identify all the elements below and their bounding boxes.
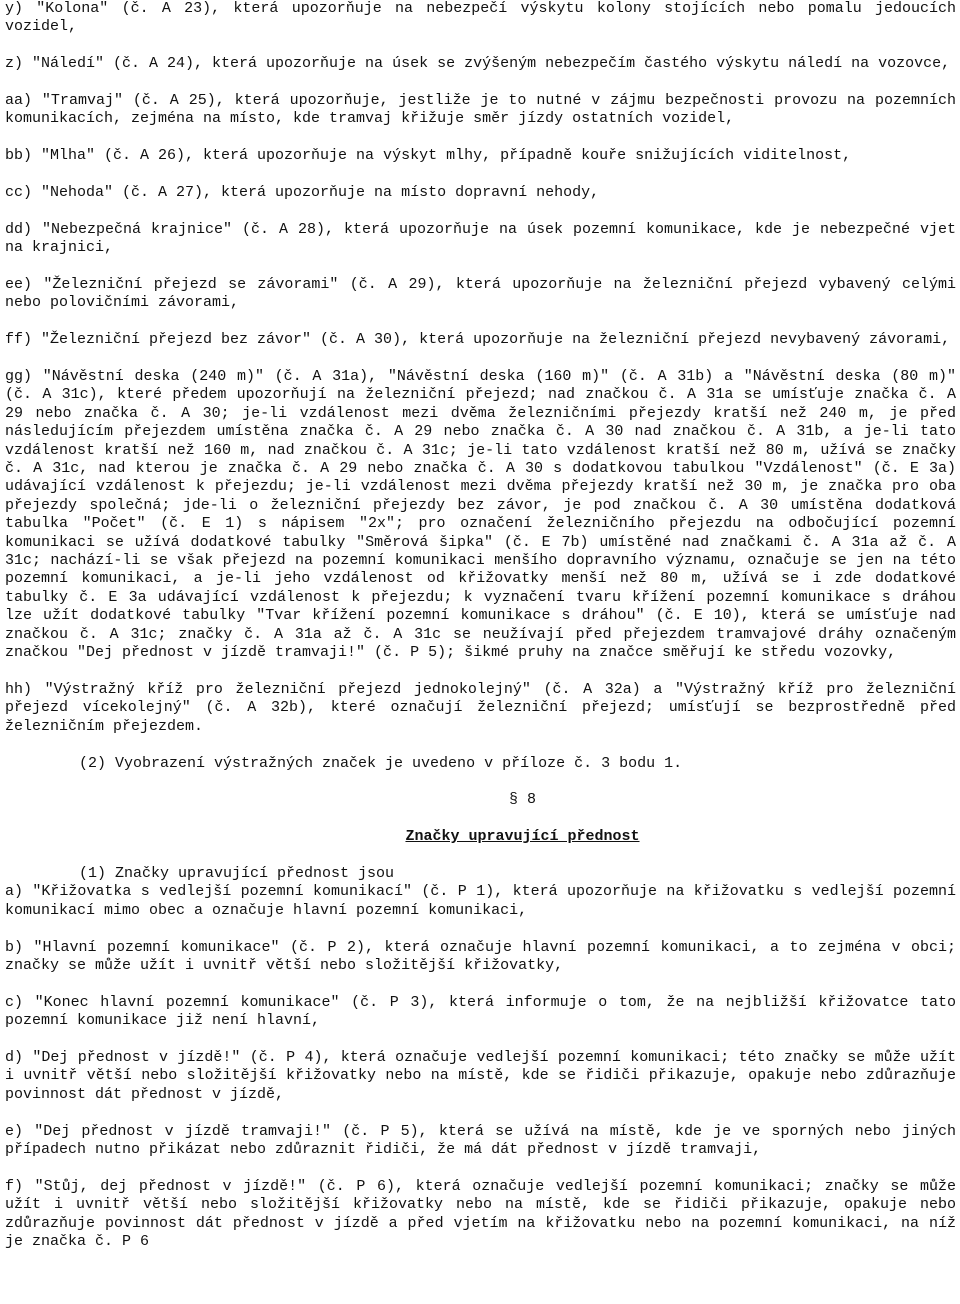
list-item-ff: ff) "Železniční přejezd bez závor" (č. A 30), která upozorňuje na železniční přejezd nevybavený závorami,	[5, 331, 951, 349]
list-item-c: c) "Konec hlavní pozemní komunikace" (č. P 3), která informuje o tom, že na nejbližší křižovatce tato pozemní komunikace již není hlavní,	[5, 993, 956, 1030]
section-intro: (1) Značky upravující přednost jsou	[79, 864, 395, 882]
list-item-hh: hh) "Výstražný kříž pro železniční přejezd jednokolejný" (č. A 32a) a "Výstražný kříž pro železniční přejezd vícekolejný" (č. A 32b), které označují železniční přejezd; umísťují se bezprostředně před železničním přejezdem.	[5, 680, 956, 735]
list-item-f: f) "Stůj, dej přednost v jízdě!" (č. P 6), která označuje vedlejší pozemní komunikaci; značky se může užít i uvnitř větší nebo složitější křižovatky nebo na místě, kde se řidiči přikazuje, opakuje nebo zdůrazňuje povinnost dát přednost v jízdě a před vjetím na křižovatku nebo na pozemní komunikaci, na níž je značka č. P 6	[5, 1177, 956, 1250]
list-item-d: d) "Dej přednost v jízdě!" (č. P 4), která označuje vedlejší pozemní komunikaci; této značky se může užít i uvnitř větší nebo složitější křižovatky nebo na místě, kde se řidiči přikazuje, opakuje nebo zdůrazňuje povinnost dát přednost v jízdě,	[5, 1048, 956, 1103]
list-item-dd: dd) "Nebezpečná krajnice" (č. A 28), která upozorňuje na úsek pozemní komunikace, kde je nebezpečné vjet na krajnici,	[5, 220, 956, 257]
list-item-a: a) "Křižovatka s vedlejší pozemní komunikací" (č. P 1), která upozorňuje na křižovatku s vedlejší pozemní komunikací mimo obec a označuje hlavní pozemní komunikaci,	[5, 883, 956, 919]
list-item-gg: gg) "Návěstní deska (240 m)" (č. A 31a), "Návěstní deska (160 m)" (č. A 31b) a "Návěstní deska (80 m)" (č. A 31c), které předem upozorňují na železniční přejezd; nad značkou č. A 31a se umísťuje značka č. A 29 nebo značka č. A 30; je-li vzdálenost mezi dvěma železničními přejezdy kratší než 240 m, je před následujícím přejezdem umístěna značka č. A 29 nebo značka č. A 30 nad značkou č. A 31b, a je-li tato vzdálenost kratší než 160 m, nad značkou č. A 31c; je-li tato vzdálenost kratší než 80 m, užívá se značky č. A 31c, nad kterou je značka č. A 29 nebo značka č. A 30 s dodatkovou tabulkou "Vzdálenost" (č. E 3a) udávající vzdálenost k přejezdu; je-li vzdálenost mezi dvěma přejezdy kratší než 30 m, je značka pro oba přejezdy společná; jde-li o železniční přejezdy bez závor, je pod značkou č. A 30 umístěna dodatková tabulka "Počet" (č. E 1) s nápisem "2x"; pro označení železničního přejezdu na odbočující pozemní komunikaci se užívá dodatkové tabulky "Směrová šipka" (č. E 7b) umístěné nad značkami č. A 31a až č. A 31c; nachází-li se však přejezd na pozemní komunikaci menšího dopravního významu, označuje se jen na této pozemní komunikaci, a je-li jeho vzdálenost od křižovatky menší než 80 m, užívá se i zde dodatkové tabulky č. E 3a udávající vzdálenost k přejezdu; k vyznačení tvaru křížení pozemní komunikace s dráhou lze užít dodatkové tabulky "Tvar křížení pozemní komunikace s dráhou" (č. E 10), která se umísťuje nad značkou č. A 31c; značky č. A 31a až č. A 31c se neužívají před přejezdem tramvajové dráhy označeným značkou "Dej přednost v jízdě tramvaji!" (č. P 5); šikmé pruhy na značce směřují ke středu vozovky,	[5, 368, 956, 662]
list-item-cc: cc) "Nehoda" (č. A 27), která upozorňuje na místo dopravní nehody,	[5, 184, 600, 201]
section-number: § 8	[508, 791, 536, 809]
list-item-ee: ee) "Železniční přejezd se závorami" (č. A 29), která upozorňuje na železniční přejezd vybavený celými nebo polovičními závorami,	[5, 276, 956, 312]
list-item-b: b) "Hlavní pozemní komunikace" (č. P 2), která označuje hlavní pozemní komunikaci, a to zejména v obci; značky se může užít i uvnitř větší nebo složitější křižovatky,	[5, 938, 956, 974]
paragraph-2: (2) Vyobrazení výstražných značek je uvedeno v příloze č. 3 bodu 1.	[79, 754, 683, 772]
list-item-e: e) "Dej přednost v jízdě tramvaji!" (č. P 5), která se užívá na místě, kde je ve sporných nebo jiných případech nutno přikázat nebo zdůraznit řidiči, že má dát přednost v jízdě tramvaji,	[5, 1122, 956, 1158]
list-item-y: y) "Kolona" (č. A 23), která upozorňuje na nebezpečí výskytu kolony stojících nebo pomalu jedoucích vozidel,	[5, 0, 956, 36]
document-page	[5, 0, 956, 1270]
list-item-aa: aa) "Tramvaj" (č. A 25), která upozorňuje, jestliže je to nutné v zájmu bezpečnosti provozu na pozemních komunikacích, zejména na místo, kde tramvaj křižuje směr jízdy ostatních vozidel,	[5, 92, 956, 128]
list-item-bb: bb) "Mlha" (č. A 26), která upozorňuje na výskyt mlhy, případně kouře snižujících viditelnost,	[5, 147, 852, 165]
section-title	[5, 828, 956, 846]
list-item-z: z) "Náledí" (č. A 24), která upozorňuje na úsek se zvýšeným nebezpečím častého výskytu náledí na vozovce,	[5, 55, 951, 73]
section-title-text: Značky upravující přednost	[405, 828, 640, 846]
